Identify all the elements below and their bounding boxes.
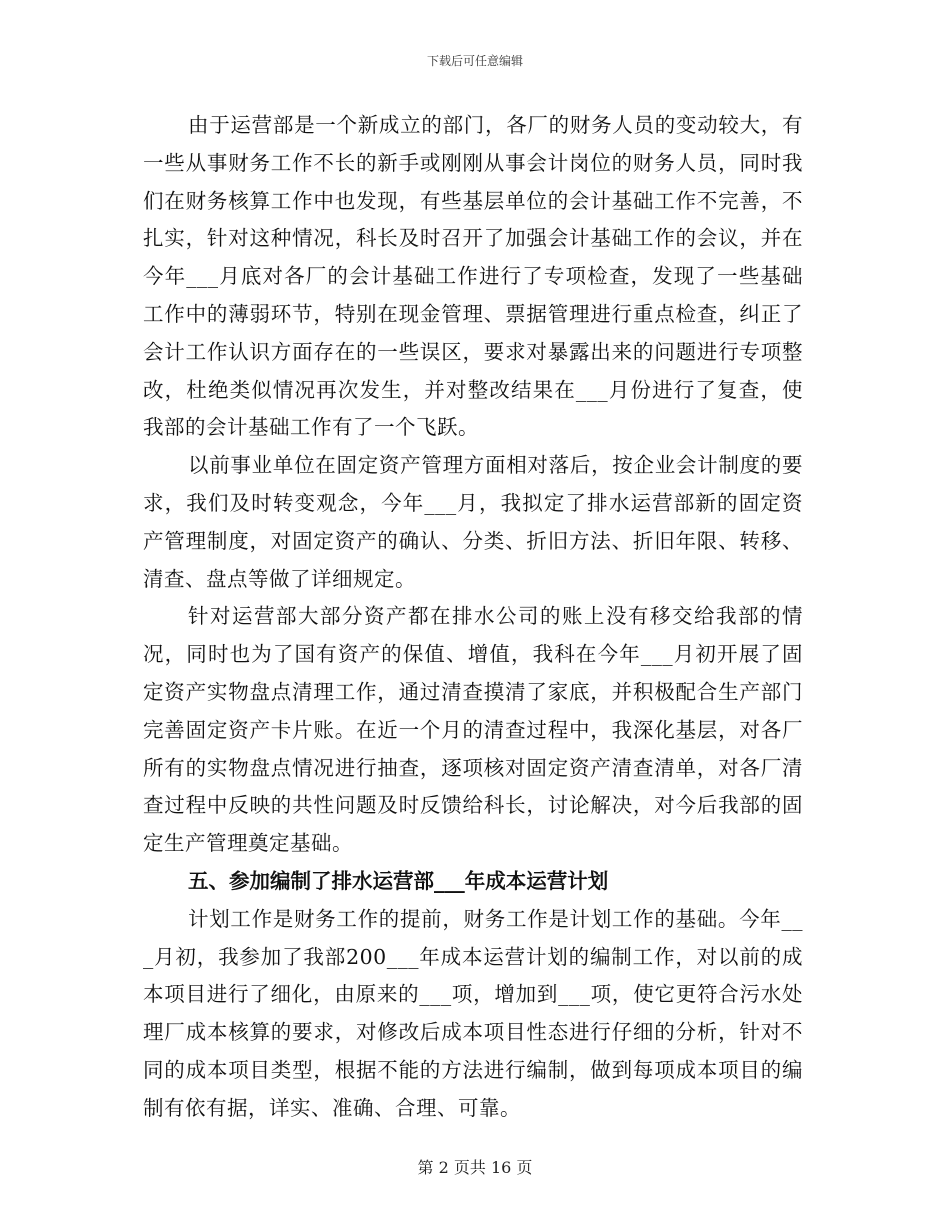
paragraph-3: 针对运营部大部分资产都在排水公司的账上没有移交给我部的情况，同时也为了国有资产的保值、增值，我科在今年___月初开展了固定资产实物盘点清理工作，通过清查摸清了家底，并积极配合生产部门完善固定资产卡片账。在近一个月的清查过程中，我深化基层，对各厂所有的实物盘点情况进行抽查，逐项核对固定资产清查清单，对各厂清查过程中反映的共性问题及时反馈给科长，讨论解决，对今后我部的固定生产管理奠定基础。 [143,604,803,856]
page-footer: 第 2 页共 16 页 [417,1158,533,1177]
document-body [143,107,803,1128]
paragraph-2: 以前事业单位在固定资产管理方面相对落后，按企业会计制度的要求，我们及时转变观念，今年___月，我拟定了排水运营部新的固定资产管理制度，对固定资产的确认、分类、折旧方法、折旧年限、转移、清查、盘点等做了详细规定。 [143,453,803,591]
page-header: 下载后可任意编辑 [426,54,523,68]
paragraph-1: 由于运营部是一个新成立的部门，各厂的财务人员的变动较大，有一些从事财务工作不长的新手或刚刚从事会计岗位的财务人员，同时我们在财务核算工作中也发现，有些基层单位的会计基础工作不完善，不扎实，针对这种情况，科长及时召开了加强会计基础工作的会议，并在今年___月底对各厂的会计基础工作进行了专项检查，发现了一些基础工作中的薄弱环节，特别在现金管理、票据管理进行重点检查，纠正了会计工作认识方面存在的一些误区，要求对暴露出来的问题进行专项整改，杜绝类似情况再次发生，并对整改结果在___月份进行了复查，使我部的会计基础工作有了一个飞跃。 [143,113,803,440]
section-heading: 五、参加编制了排水运营部___年成本运营计划 [188,868,609,893]
paragraph-4: 计划工作是财务工作的提前，财务工作是计划工作的基础。今年___月初，我参加了我部200___年成本运营计划的编制工作，对以前的成本项目进行了细化，由原来的___项，增加到___项，使它更符合污水处理厂成本核算的要求，对修改后成本项目性态进行仔细的分析，针对不同的成本项目类型，根据不能的方法进行编制，做到每项成本项目的编制有依有据，详实、准确、合理、可靠。 [143,906,803,1120]
